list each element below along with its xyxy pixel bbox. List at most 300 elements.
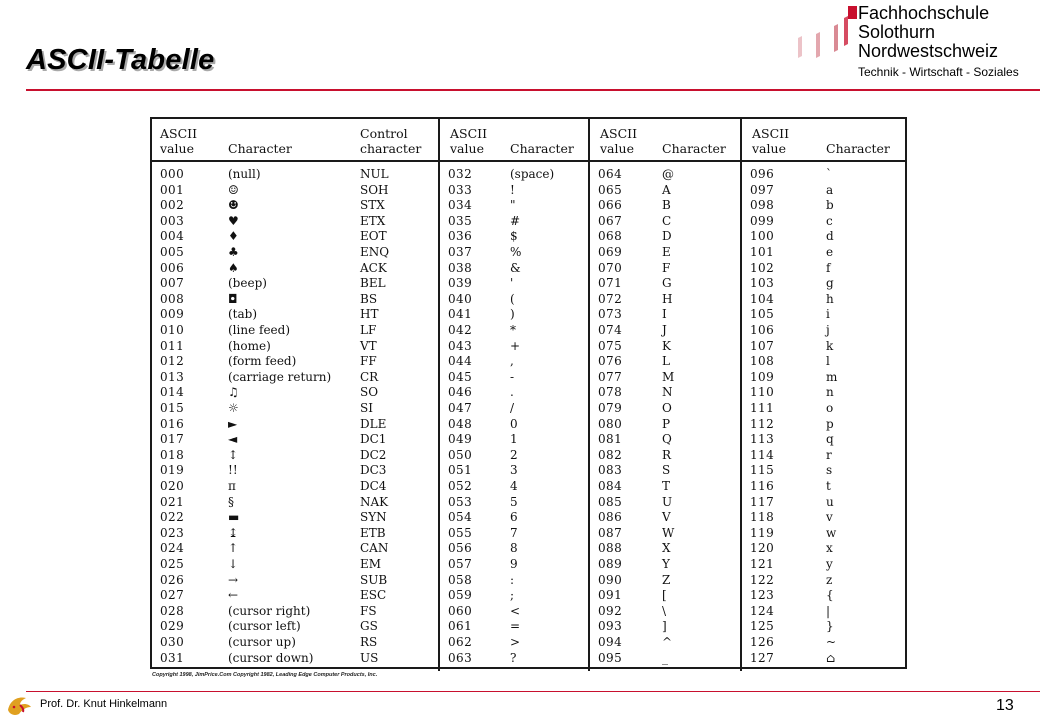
table-row: [742, 183, 905, 199]
table-row: [590, 651, 740, 667]
ascii-code: 033: [448, 182, 473, 197]
ascii-character: {: [826, 588, 834, 603]
ascii-character: l: [826, 354, 830, 369]
header-character: Character: [228, 141, 292, 156]
ascii-character: }: [826, 619, 834, 634]
ascii-code: 050: [448, 447, 473, 462]
ascii-code: 022: [160, 510, 185, 525]
table-row: [152, 573, 438, 589]
ascii-character: >: [510, 635, 521, 649]
table-row: [440, 448, 588, 464]
ascii-character: 3: [510, 463, 518, 478]
ascii-character: t: [826, 479, 831, 493]
table-row: [440, 479, 588, 495]
ascii-code: 123: [750, 588, 775, 603]
ascii-code: 081: [598, 432, 623, 447]
control-character: CR: [360, 369, 379, 384]
ascii-character: ☺: [228, 182, 239, 197]
ascii-code: 006: [160, 260, 185, 275]
ascii-character: E: [662, 245, 671, 259]
ascii-code: 057: [448, 557, 473, 571]
table-row: [152, 495, 438, 511]
ascii-character: X: [662, 541, 671, 556]
ascii-code: 016: [160, 416, 185, 431]
ascii-code: 068: [598, 229, 623, 244]
ascii-code: 097: [750, 182, 775, 197]
control-character: BS: [360, 291, 378, 306]
ascii-character: (line feed): [228, 323, 291, 337]
ascii-character: x: [826, 541, 833, 556]
ascii-character: =: [510, 619, 521, 634]
table-row: [152, 229, 438, 245]
ascii-code: 004: [160, 229, 185, 244]
ascii-character: ?: [510, 650, 517, 665]
table-row: [590, 214, 740, 230]
ascii-code: 102: [750, 260, 775, 275]
table-row: [152, 370, 438, 386]
table-row: [152, 323, 438, 339]
school-logo-icon: [796, 4, 858, 60]
control-character: SO: [360, 385, 379, 400]
ascii-code: 112: [750, 416, 775, 431]
ascii-character: ☻: [228, 198, 239, 213]
table-row: [152, 588, 438, 604]
ascii-character: ♣: [228, 245, 239, 259]
ascii-character: (: [510, 291, 515, 306]
ascii-character: <: [510, 603, 521, 618]
ascii-character: (cursor right): [228, 603, 311, 618]
footer-divider: [26, 691, 1040, 692]
block-header: [742, 123, 905, 159]
ascii-character: F: [662, 260, 671, 275]
ascii-character: N: [662, 385, 673, 400]
header-control-character: Control character: [360, 126, 422, 156]
table-row: [152, 635, 438, 651]
ascii-code: 120: [750, 541, 775, 556]
table-row: [590, 292, 740, 308]
table-row: [440, 198, 588, 214]
ascii-character: K: [662, 338, 671, 353]
header-divider: [590, 160, 740, 162]
ascii-code: 044: [448, 354, 473, 369]
ascii-character: ↨: [228, 525, 239, 540]
ascii-code: 116: [750, 479, 775, 493]
ascii-character: A: [662, 182, 671, 197]
author-name: Prof. Dr. Knut Hinkelmann: [40, 698, 168, 710]
ascii-code: 015: [160, 401, 185, 415]
header-divider: [440, 160, 588, 162]
ascii-character: s: [826, 463, 833, 478]
ascii-character: ~: [826, 635, 837, 649]
table-row: [590, 385, 740, 401]
ascii-code: 034: [448, 198, 473, 213]
ascii-code: 114: [750, 447, 775, 462]
ascii-character: r: [826, 447, 832, 462]
ascii-character: (cursor down): [228, 650, 314, 665]
ascii-code: 027: [160, 588, 185, 603]
ascii-character: ▬: [228, 510, 240, 525]
table-row: [742, 417, 905, 433]
table-row: [590, 635, 740, 651]
ascii-code: 032: [448, 167, 473, 181]
ascii-code: 009: [160, 307, 185, 322]
ascii-code: 092: [598, 603, 623, 618]
bird-logo-icon: [4, 690, 34, 718]
ascii-character: #: [510, 213, 521, 228]
table-row: [152, 354, 438, 370]
ascii-code: 101: [750, 245, 775, 259]
ascii-code: 104: [750, 291, 775, 306]
table-row: [590, 541, 740, 557]
ascii-character: (space): [510, 167, 555, 181]
table-row: [590, 307, 740, 323]
control-character: ENQ: [360, 245, 390, 259]
control-character: SYN: [360, 510, 387, 525]
control-character: DC1: [360, 432, 387, 447]
ascii-character: n: [826, 385, 834, 400]
table-row: [742, 354, 905, 370]
table-row: [590, 448, 740, 464]
ascii-character: ): [510, 307, 515, 322]
ascii-code: 043: [448, 338, 473, 353]
ascii-character: m: [826, 369, 838, 384]
ascii-character: e: [826, 245, 834, 259]
ascii-code: 122: [750, 572, 775, 587]
ascii-code: 039: [448, 276, 473, 291]
table-row: [152, 619, 438, 635]
ascii-code: 003: [160, 213, 185, 228]
table-row: [152, 557, 438, 573]
table-row: [440, 167, 588, 183]
control-character: RS: [360, 635, 378, 649]
ascii-code: 053: [448, 494, 473, 509]
control-character: EM: [360, 557, 382, 571]
table-row: [152, 651, 438, 667]
ascii-character: ^: [662, 635, 673, 649]
ascii-code: 067: [598, 213, 623, 228]
table-row: [152, 541, 438, 557]
table-row: [440, 635, 588, 651]
control-character: DC4: [360, 479, 387, 493]
ascii-code: 103: [750, 276, 775, 291]
ascii-character: M: [662, 369, 675, 384]
ascii-code: 019: [160, 463, 185, 478]
table-row: [742, 635, 905, 651]
ascii-code: 023: [160, 525, 185, 540]
ascii-character: &: [510, 260, 521, 275]
table-row: [742, 167, 905, 183]
table-row: [590, 573, 740, 589]
ascii-code: 065: [598, 182, 623, 197]
ascii-table: [150, 117, 910, 682]
ascii-code: 051: [448, 463, 473, 478]
ascii-code: 072: [598, 291, 623, 306]
ascii-character: ►: [228, 416, 238, 431]
control-character: SUB: [360, 572, 388, 587]
ascii-code: 056: [448, 541, 473, 556]
ascii-character: p: [826, 416, 834, 431]
table-row: [742, 588, 905, 604]
ascii-character: c: [826, 213, 833, 228]
ascii-character: ♦: [228, 229, 239, 244]
header-ascii-value: ASCII value: [752, 126, 790, 156]
ascii-character: +: [510, 338, 521, 353]
ascii-character: (home): [228, 338, 271, 353]
table-row: [152, 339, 438, 355]
ascii-code: 126: [750, 635, 775, 649]
ascii-character: R: [662, 447, 672, 462]
ascii-code: 030: [160, 635, 185, 649]
table-row: [590, 401, 740, 417]
ascii-character: ↕: [228, 447, 239, 462]
ascii-code: 124: [750, 603, 775, 618]
ascii-character: W: [662, 525, 675, 540]
ascii-character: S: [662, 463, 671, 478]
table-row: [440, 229, 588, 245]
ascii-character: (form feed): [228, 354, 297, 369]
ascii-code: 035: [448, 213, 473, 228]
slide-title: ASCII-Tabelle: [26, 44, 215, 76]
table-row: [152, 276, 438, 292]
table-row: [440, 588, 588, 604]
table-row: [152, 604, 438, 620]
table-row: [590, 370, 740, 386]
ascii-code: 007: [160, 276, 185, 291]
table-row: [742, 276, 905, 292]
table-row: [440, 214, 588, 230]
table-row: [742, 323, 905, 339]
ascii-code: 041: [448, 307, 473, 322]
table-row: [742, 479, 905, 495]
ascii-code: 121: [750, 557, 775, 571]
table-row: [590, 557, 740, 573]
ascii-code: 024: [160, 541, 185, 556]
ascii-character: f: [826, 260, 831, 275]
ascii-code: 058: [448, 572, 473, 587]
header-ascii-value: ASCII value: [450, 126, 488, 156]
ascii-block-32-63: [440, 119, 590, 671]
ascii-code: 119: [750, 525, 775, 540]
ascii-code: 066: [598, 198, 623, 213]
ascii-character: h: [826, 291, 834, 306]
table-row: [440, 557, 588, 573]
ascii-character: O: [662, 401, 672, 415]
ascii-code: 111: [750, 401, 775, 415]
table-row: [440, 432, 588, 448]
control-character: BEL: [360, 276, 386, 291]
table-row: [152, 448, 438, 464]
ascii-character: 9: [510, 557, 518, 571]
ascii-character: π: [228, 479, 236, 493]
table-row: [742, 229, 905, 245]
ascii-code: 045: [448, 369, 473, 384]
control-character: GS: [360, 619, 378, 634]
ascii-code: 061: [448, 619, 473, 634]
table-row: [440, 354, 588, 370]
ascii-code: 118: [750, 510, 775, 525]
ascii-character: ;: [510, 588, 515, 603]
ascii-code: 029: [160, 619, 185, 634]
control-character: SOH: [360, 182, 389, 197]
table-row: [590, 183, 740, 199]
ascii-character: D: [662, 229, 672, 244]
header-divider: [152, 160, 438, 162]
ascii-character: ◄: [228, 432, 238, 447]
table-row: [152, 261, 438, 277]
ascii-code: 113: [750, 432, 775, 447]
ascii-code: 115: [750, 463, 775, 478]
ascii-character: ': [510, 276, 514, 291]
ascii-character: ♫: [228, 385, 239, 400]
table-row: [440, 261, 588, 277]
ascii-character: u: [826, 494, 834, 509]
ascii-character: a: [826, 182, 834, 197]
ascii-code: 036: [448, 229, 473, 244]
table-row: [152, 479, 438, 495]
ascii-code: 037: [448, 245, 473, 259]
block-header: [152, 123, 438, 159]
ascii-character: [: [662, 588, 667, 603]
header-character: Character: [826, 141, 890, 156]
ascii-character: !: [510, 182, 515, 197]
ascii-character: !!: [228, 463, 238, 478]
ascii-code: 012: [160, 354, 185, 369]
ascii-block-0-31: [152, 119, 440, 671]
ascii-code: 018: [160, 447, 185, 462]
control-character: HT: [360, 307, 379, 322]
ascii-character: 1: [510, 432, 518, 447]
ascii-character: -: [510, 369, 515, 384]
ascii-code: 089: [598, 557, 623, 571]
table-row: [590, 604, 740, 620]
ascii-character: 4: [510, 479, 518, 493]
table-row: [440, 339, 588, 355]
ascii-character: z: [826, 572, 833, 587]
ascii-code: 042: [448, 323, 473, 337]
ascii-code: 093: [598, 619, 623, 634]
table-row: [742, 401, 905, 417]
ascii-character: (cursor up): [228, 635, 296, 649]
table-row: [590, 432, 740, 448]
ascii-code: 109: [750, 369, 775, 384]
control-character: NAK: [360, 494, 389, 509]
ascii-code: 040: [448, 291, 473, 306]
table-row: [742, 495, 905, 511]
control-character: NUL: [360, 167, 389, 181]
table-row: [742, 385, 905, 401]
ascii-character: (cursor left): [228, 619, 301, 634]
ascii-character: d: [826, 229, 834, 244]
table-row: [590, 339, 740, 355]
ascii-code: 064: [598, 167, 623, 181]
ascii-code: 106: [750, 323, 775, 337]
ascii-code: 070: [598, 260, 623, 275]
table-row: [152, 401, 438, 417]
ascii-character: @: [662, 167, 674, 181]
ascii-character: C: [662, 213, 672, 228]
table-row: [742, 557, 905, 573]
control-character: DC2: [360, 447, 387, 462]
ascii-character: %: [510, 245, 522, 259]
ascii-code: 090: [598, 572, 623, 587]
ascii-character: J: [662, 323, 667, 337]
ascii-code: 107: [750, 338, 775, 353]
logo-line-faculties: Technik - Wirtschaft - Soziales: [858, 65, 1019, 79]
table-row: [742, 541, 905, 557]
ascii-character: k: [826, 338, 834, 353]
control-character: LF: [360, 323, 377, 337]
table-row: [440, 276, 588, 292]
ascii-character: ": [510, 198, 516, 213]
ascii-table-frame: [150, 117, 907, 669]
header-character: Character: [510, 141, 574, 156]
control-character: ESC: [360, 588, 387, 603]
ascii-code: 014: [160, 385, 185, 400]
table-row: [590, 245, 740, 261]
logo-line-city: Solothurn: [858, 22, 936, 42]
ascii-code: 048: [448, 416, 473, 431]
control-character: ACK: [360, 260, 387, 275]
ascii-character: 7: [510, 525, 518, 540]
table-row: [440, 385, 588, 401]
table-row: [742, 573, 905, 589]
ascii-character: j: [826, 323, 830, 337]
ascii-character: ☼: [228, 401, 239, 415]
table-row: [590, 495, 740, 511]
ascii-code: 011: [160, 338, 185, 353]
ascii-code: 108: [750, 354, 775, 369]
title-divider: [26, 89, 1040, 91]
ascii-block-96-127: [742, 119, 905, 671]
table-row: [440, 323, 588, 339]
control-character: DLE: [360, 416, 387, 431]
ascii-code: 094: [598, 635, 623, 649]
ascii-character: $: [510, 229, 518, 244]
ascii-character: 2: [510, 447, 518, 462]
ascii-code: 083: [598, 463, 623, 478]
ascii-code: 085: [598, 494, 623, 509]
ascii-character: /: [510, 401, 515, 415]
copyright-notice: Copyright 1998, JimPrice.Com Copyright 1982, Leading Edge Computer Products, Inc.: [152, 672, 378, 678]
table-row: [440, 510, 588, 526]
logo-line-school: Fachhochschule: [858, 3, 990, 23]
ascii-code: 095: [598, 650, 623, 665]
table-row: [742, 245, 905, 261]
table-row: [590, 198, 740, 214]
ascii-character: :: [510, 572, 515, 587]
ascii-code: 084: [598, 479, 623, 493]
ascii-code: 075: [598, 338, 623, 353]
table-row: [152, 167, 438, 183]
table-row: [590, 276, 740, 292]
control-character: FF: [360, 354, 377, 369]
table-row: [742, 292, 905, 308]
ascii-character: (tab): [228, 307, 258, 322]
ascii-character: ◘: [228, 291, 238, 306]
ascii-character: 5: [510, 494, 518, 509]
ascii-character: L: [662, 354, 670, 369]
table-row: [590, 229, 740, 245]
ascii-block-64-95: [590, 119, 742, 671]
table-row: [440, 307, 588, 323]
control-character: ETX: [360, 213, 386, 228]
ascii-code: 086: [598, 510, 623, 525]
ascii-character: .: [510, 385, 514, 400]
ascii-character: V: [662, 510, 671, 525]
ascii-code: 087: [598, 525, 623, 540]
block-header: [590, 123, 740, 159]
ascii-character: →: [228, 572, 239, 587]
